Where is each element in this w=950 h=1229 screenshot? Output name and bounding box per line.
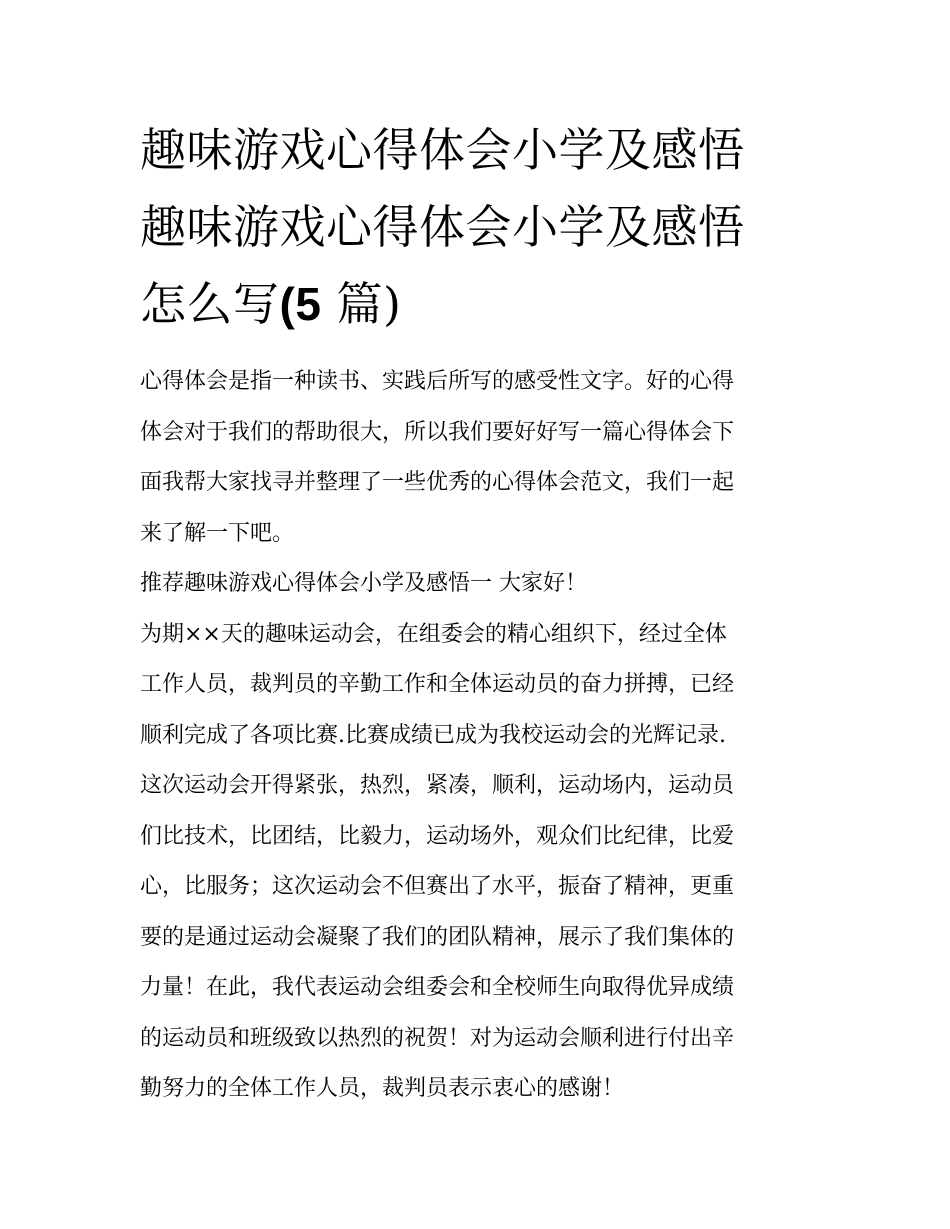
body-line: 推荐趣味游戏心得体会小学及感悟一 大家好！ bbox=[140, 571, 587, 596]
body-line: 顺利完成了各项比赛.比赛成绩已成为我校运动会的光辉记录. bbox=[140, 722, 726, 748]
body-line: 面我帮大家找寻并整理了一些优秀的心得体会范文，我们一起 bbox=[140, 470, 735, 495]
body-line: 力量！在此，我代表运动会组委会和全校师生向取得优异成绩 bbox=[140, 975, 735, 1000]
document-body bbox=[140, 357, 820, 1115]
body-line: 心，比服务；这次运动会不但赛出了水平，振奋了精神，更重 bbox=[140, 874, 735, 899]
body-line: 来了解一下吧。 bbox=[140, 520, 295, 546]
body-line: 要的是通过运动会凝聚了我们的团队精神，展示了我们集体的 bbox=[140, 924, 735, 950]
title-line: 趣味游戏心得体会小学及感悟 bbox=[140, 200, 745, 254]
body-line: 勤努力的全体工作人员，裁判员表示衷心的感谢！ bbox=[140, 1076, 625, 1101]
title-line: 趣味游戏心得体会小学及感悟 bbox=[140, 123, 745, 177]
document-title bbox=[140, 112, 820, 343]
body-line: 工作人员，裁判员的辛勤工作和全体运动员的奋力拼搏，已经 bbox=[140, 672, 735, 697]
body-line: 的运动员和班级致以热烈的祝贺！对为运动会顺利进行付出辛 bbox=[140, 1025, 735, 1051]
title-line bbox=[140, 266, 820, 343]
body-line: 为期××天的趣味运动会，在组委会的精心组织下，经过全体 bbox=[140, 621, 727, 647]
body-line: 们比技术，比团结，比毅力，运动场外，观众们比纪律，比爱 bbox=[140, 823, 735, 849]
body-line: 心得体会是指一种读书、实践后所写的感受性文字。好的心得 bbox=[140, 369, 735, 394]
title-text: 篇) bbox=[336, 277, 402, 331]
body-line: 这次运动会开得紧张，热烈，紧凑，顺利，运动场内，运动员 bbox=[140, 773, 735, 798]
title-text: 怎么写 bbox=[140, 277, 280, 331]
title-count: (5 bbox=[279, 278, 322, 330]
body-line: 体会对于我们的帮助很大，所以我们要好好写一篇心得体会下 bbox=[140, 419, 735, 445]
